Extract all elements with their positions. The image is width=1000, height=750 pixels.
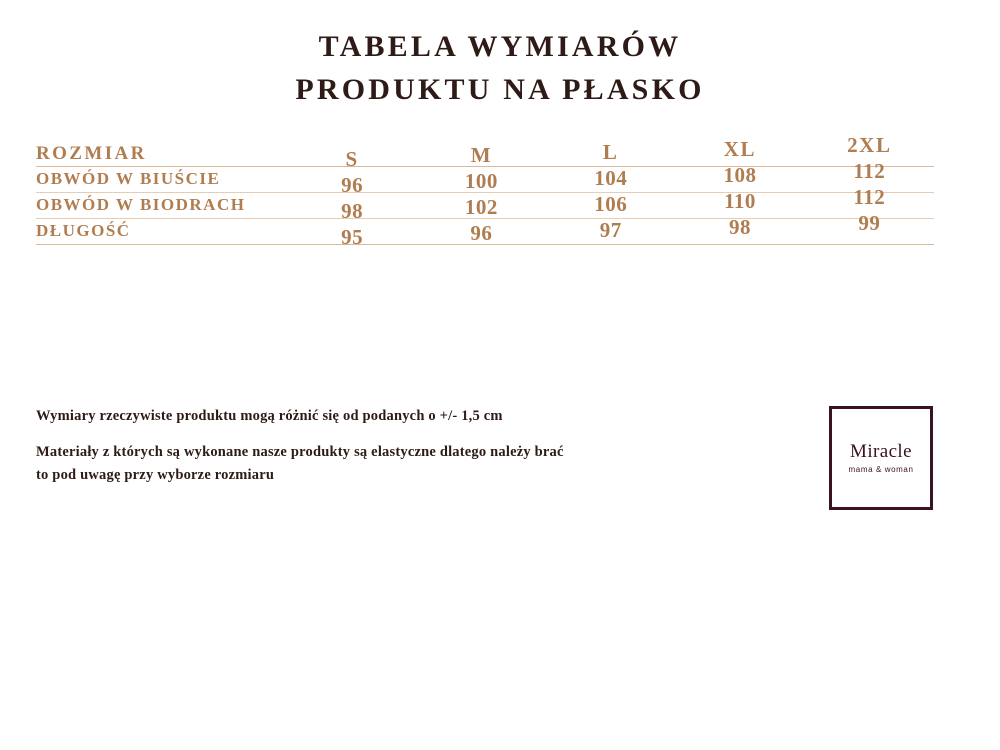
page-title-line-1: TABELA WYMIARÓW <box>318 30 682 63</box>
hips-2xl: 112 <box>805 185 934 211</box>
table-header-label: ROZMIAR <box>36 141 287 167</box>
bust-xl: 108 <box>675 163 804 189</box>
row-label-length: DŁUGOŚĆ <box>36 219 287 245</box>
hips-m: 102 <box>417 195 546 221</box>
row-label-bust: OBWÓD W BIUŚCIE <box>36 167 287 193</box>
note-tolerance: Wymiary rzeczywiste produktu mogą różnić się od podanych o +/- 1,5 cm <box>36 408 503 424</box>
brand-logo <box>829 406 933 510</box>
length-m: 96 <box>417 221 546 247</box>
table-header-size-s: S <box>287 147 416 173</box>
hips-s: 98 <box>287 199 416 225</box>
size-table-container <box>36 133 934 250</box>
length-2xl: 99 <box>805 211 934 237</box>
page-title <box>0 0 1000 111</box>
brand-name: Miracle <box>850 441 912 462</box>
table-row <box>36 219 934 245</box>
length-l: 97 <box>546 218 675 244</box>
brand-tagline: mama & woman <box>848 465 914 474</box>
size-table <box>36 133 934 250</box>
table-header-size-2xl: 2XL <box>805 133 934 159</box>
table-header-size-l: L <box>546 140 675 166</box>
page-title-line-2: PRODUKTU NA PŁASKO <box>295 72 705 106</box>
bust-s: 96 <box>287 173 416 199</box>
bust-l: 104 <box>546 166 675 192</box>
row-label-hips: OBWÓD W BIODRACH <box>36 193 287 219</box>
hips-l: 106 <box>546 192 675 218</box>
table-header-size-xl: XL <box>675 137 804 163</box>
length-xl: 98 <box>675 215 804 241</box>
bust-m: 100 <box>417 169 546 195</box>
note-elasticity: Materiały z których są wykonane nasze produkty są elastyczne dlatego należy brać to pod uwagę przy wyborze rozmiaru <box>36 444 564 483</box>
length-s: 95 <box>287 225 416 251</box>
bust-2xl: 112 <box>805 159 934 185</box>
table-header-size-m: M <box>417 143 546 169</box>
hips-xl: 110 <box>675 189 804 215</box>
notes-block <box>36 405 576 486</box>
